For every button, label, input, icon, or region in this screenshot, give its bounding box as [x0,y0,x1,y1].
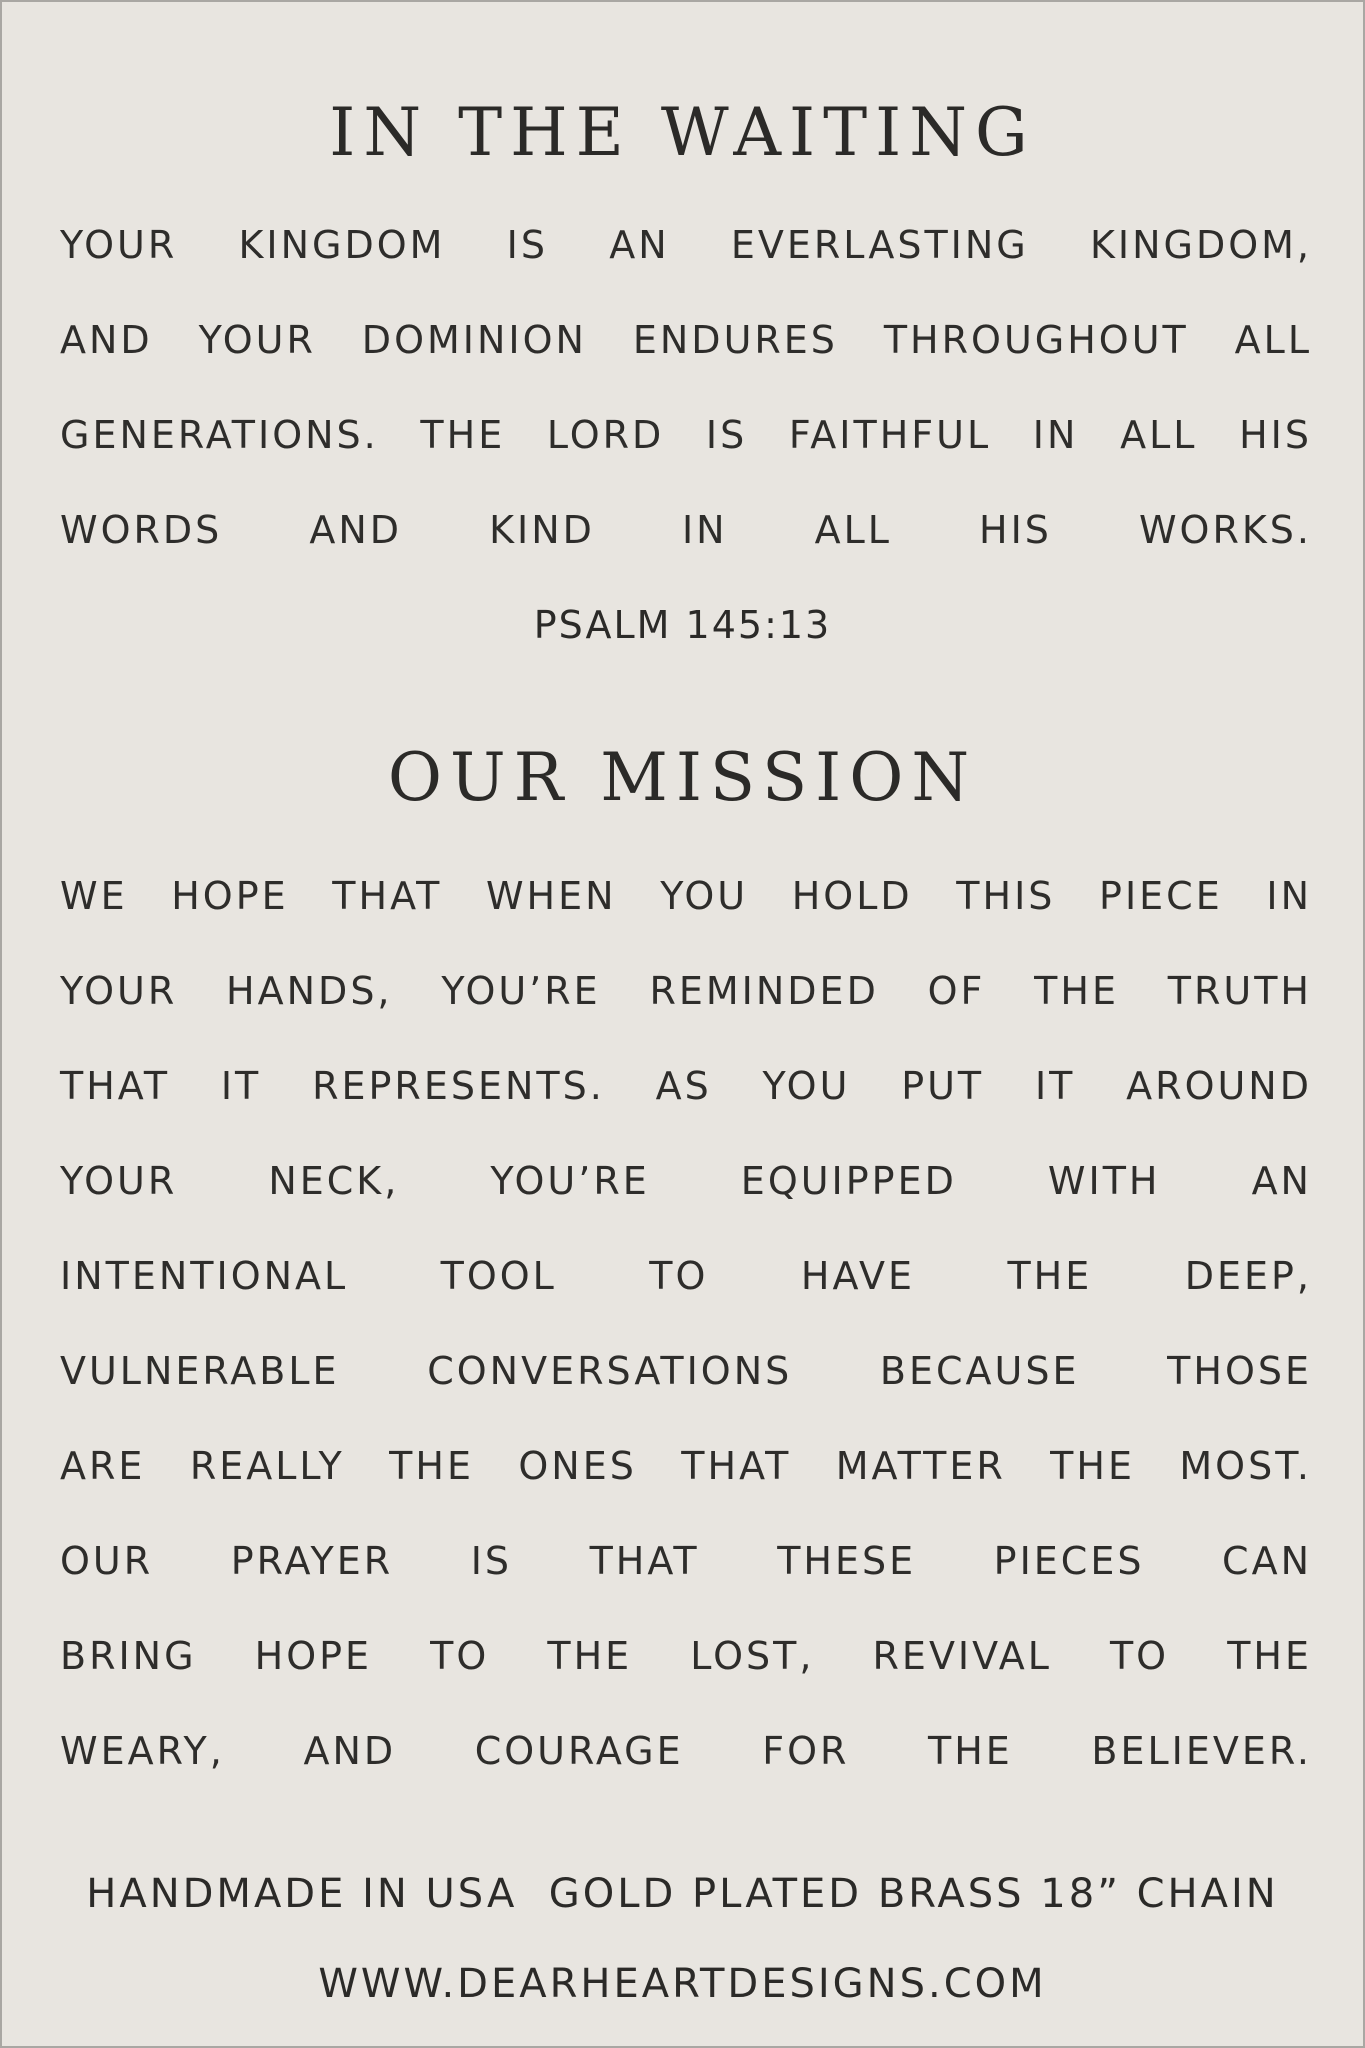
mission-line: OUR PRAYER IS THAT THESE PIECES CAN [60,1539,1312,1583]
scripture-reference: PSALM 145:13 [533,603,832,647]
mission-line: WE HOPE THAT WHEN YOU HOLD THIS PIECE IN [60,874,1312,918]
product-details: HANDMADE IN USA GOLD PLATED BRASS 18” CHAIN [86,1871,1279,1917]
scripture-line: GENERATIONS. THE LORD IS FAITHFUL IN ALL HIS [60,413,1312,457]
mission-line: YOUR NECK, YOU’RE EQUIPPED WITH AN [60,1159,1312,1203]
mission-line: INTENTIONAL TOOL TO HAVE THE DEEP, [60,1254,1312,1298]
mission-line: WEARY, AND COURAGE FOR THE BELIEVER. [60,1729,1312,1773]
website-url: WWW.DEARHEARTDESIGNS.COM [318,1961,1047,2007]
mission-line: VULNERABLE CONVERSATIONS BECAUSE THOSE [60,1349,1312,1393]
scripture-line: YOUR KINGDOM IS AN EVERLASTING KINGDOM, [60,223,1312,267]
mission-line: ARE REALLY THE ONES THAT MATTER THE MOST. [60,1444,1312,1488]
mission-paragraph [60,849,1312,1799]
mission-line: THAT IT REPRESENTS. AS YOU PUT IT AROUND [60,1064,1312,1108]
section-heading-our-mission: OUR MISSION [387,739,978,816]
scripture-line: AND YOUR DOMINION ENDURES THROUGHOUT ALL [60,318,1312,362]
scripture-paragraph [60,198,1312,578]
mission-line: BRING HOPE TO THE LOST, REVIVAL TO THE [60,1634,1312,1678]
section-heading-in-the-waiting: IN THE WAITING [329,94,1036,171]
mission-line: YOUR HANDS, YOU’RE REMINDED OF THE TRUTH [60,969,1312,1013]
scripture-line: WORDS AND KIND IN ALL HIS WORKS. [60,508,1312,552]
